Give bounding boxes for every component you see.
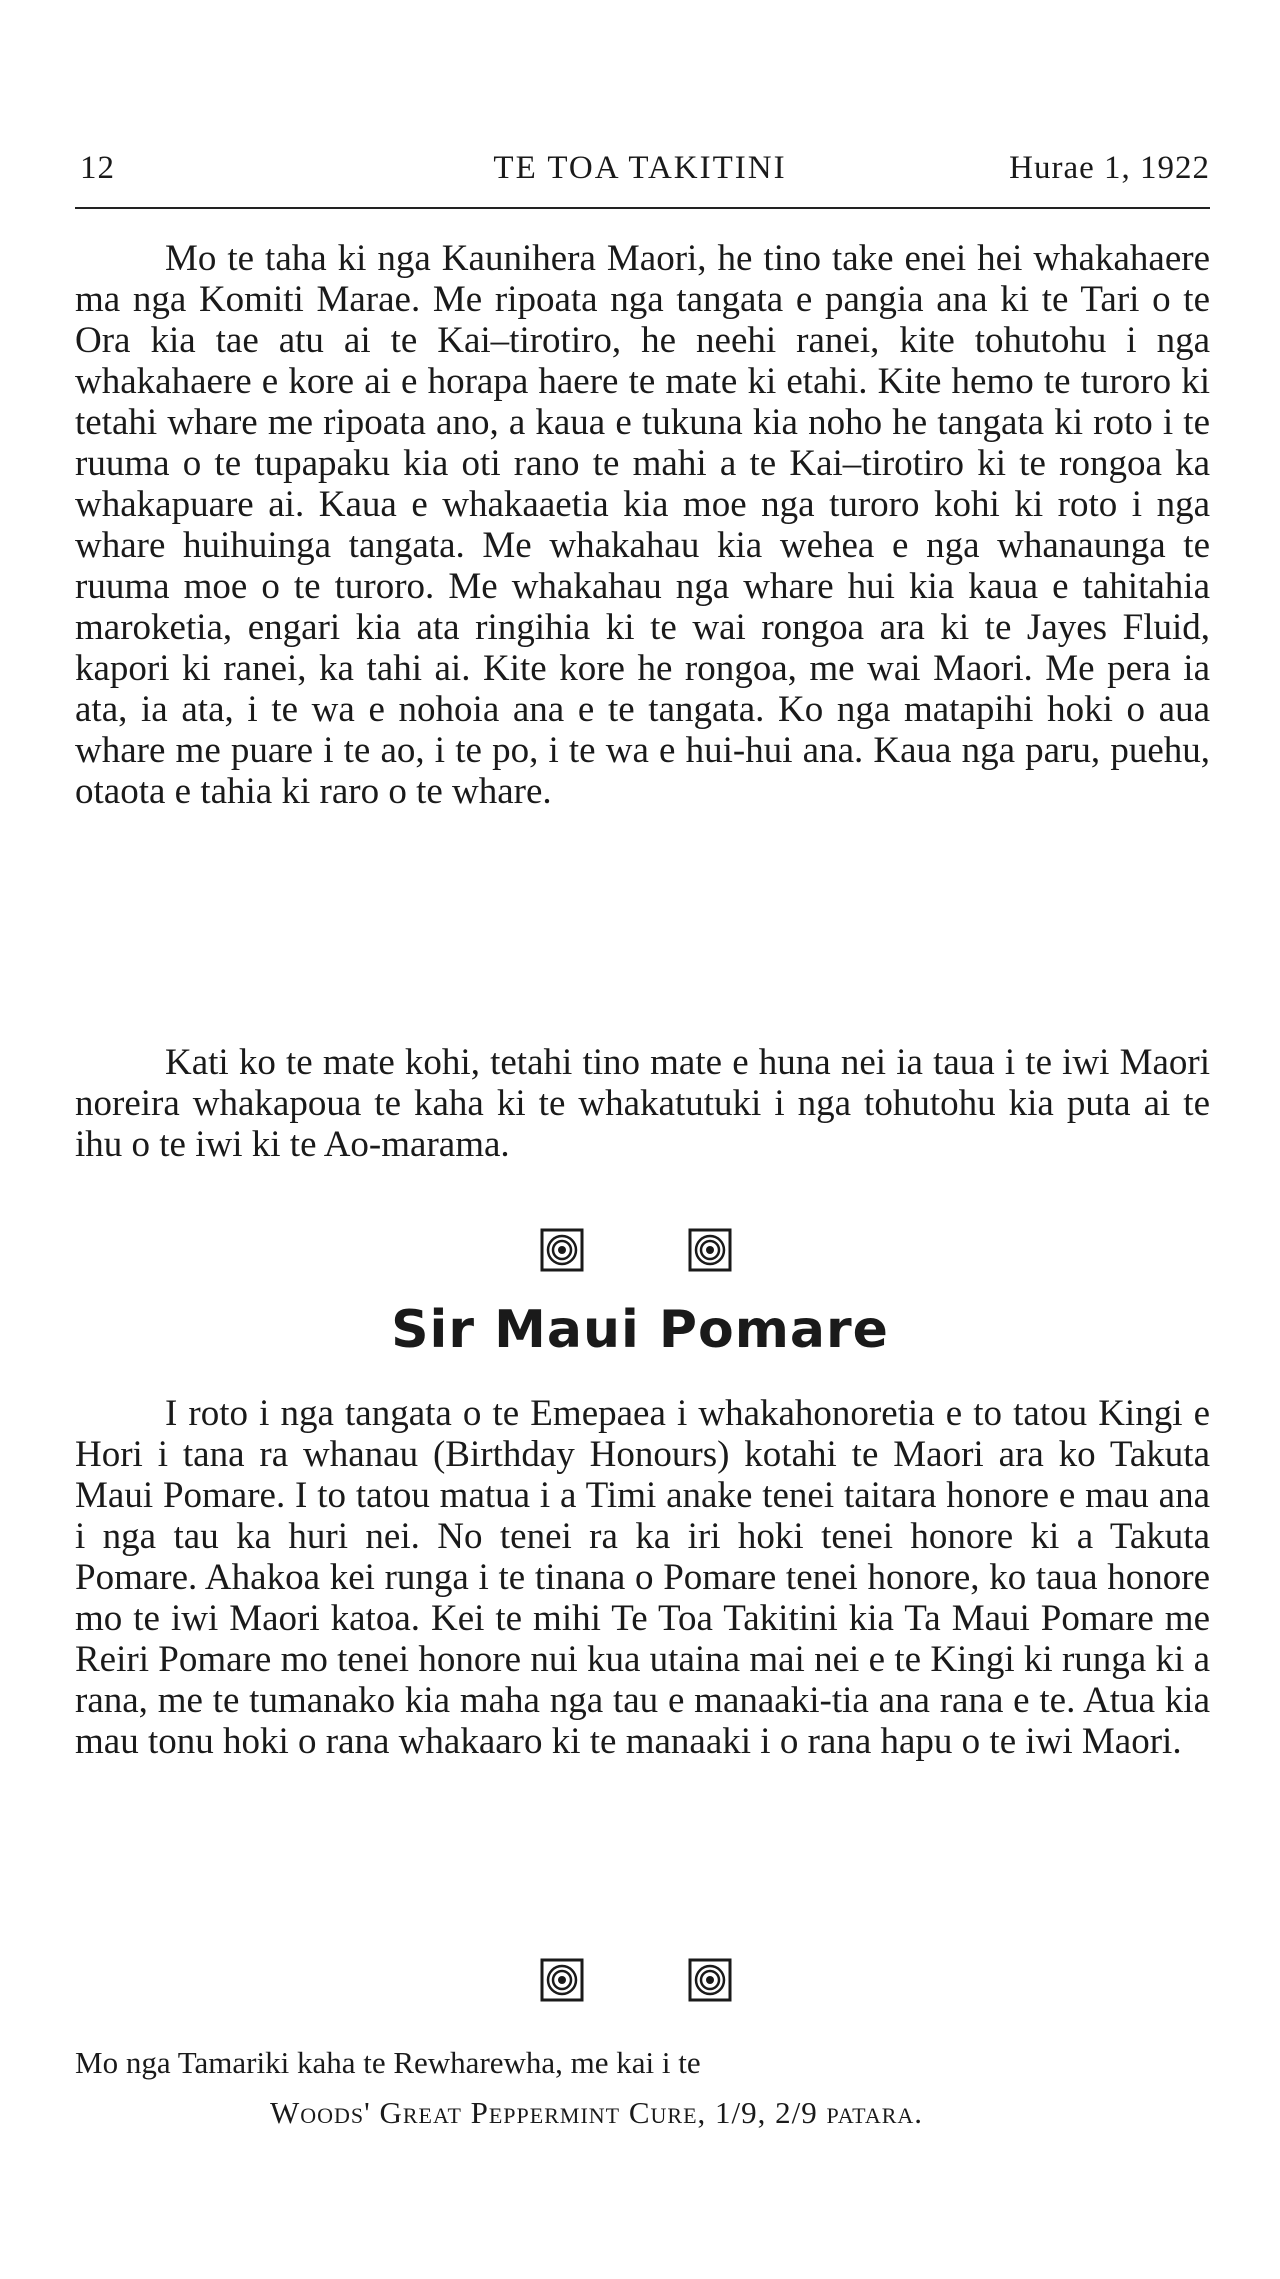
article-paragraph-1 — [75, 238, 1210, 812]
issue-date: Hurae 1, 1922 — [1009, 150, 1210, 186]
article-heading: Sir Maui Pomare — [391, 1300, 889, 1360]
article-paragraph-2 — [75, 1042, 1210, 1165]
spiral-ornament-icon — [540, 1228, 584, 1272]
page-number: 12 — [80, 150, 115, 186]
spiral-ornament-icon — [540, 1958, 584, 2002]
paragraph-text: Mo te taha ki nga Kaunihera Maori, he tino take enei hei whakahaere ma nga Komiti Marae. Me ripoata nga tangata e pangia ana ki te Tari o te Ora kia tae atu ai te Kai–tirotiro, he neehi ranei, kite tohutohu i nga whakahaere e kore ai e horapa haere te mate ki etahi. Kite hemo te turoro ki tetahi whare me ripoata ano, a kaua e tukuna kia noho he tangata ki roto i te ruuma o te tupapaku kia oti rano te mahi a te Kai–tirotiro ki te rongoa ka whakapuare ai. Kaua e whakaaetia kia moe nga turoro kohi ki roto i nga whare huihuinga tangata. Me whakahau kia wehea e nga whanaunga te ruuma moe o te turoro. Me whakahau nga whare hui kia kaua e tahitahia maroketia, engari kia ata ringihia ki te wai rongoa ara ki te Jayes Fluid, kapori ki ranei, ka tahi ai. Kite kore he rongoa, me wai Maori. Me pera ia ata, ia ata, i te wa e nohoia ana e te tangata. Ko nga matapihi hoki o aua whare me puare i te ao, i te po, i te wa e hui-hui ana. Kaua nga paru, puehu, otaota e tahia ki raro o te whare. — [75, 238, 1210, 812]
article-body — [75, 1393, 1210, 1762]
ornament-divider — [0, 1958, 1280, 2010]
spiral-ornament-icon — [688, 1958, 732, 2002]
paragraph-text: Kati ko te mate kohi, tetahi tino mate e huna nei ia taua i te iwi Maori noreira whakapoua te kaha ki te whakatutuki i nga tohutohu kia puta ai te ihu o te iwi ki te Ao-marama. — [75, 1042, 1210, 1165]
paragraph-text: I roto i nga tangata o te Emepaea i whakahonoretia e to tatou Kingi e Hori i tana ra whanau (Birthday Honours) kotahi te Maori ara ko Takuta Maui Pomare. I to tatou matua i a Timi anake tenei taitara honore e mau ana i nga tau ka huri nei. No tenei ra ka iri hoki tenei honore ki a Takuta Pomare. Ahakoa kei runga i te tinana o Pomare tenei honore, ko taua honore mo te iwi Maori katoa. Kei te mihi Te Toa Takitini kia Ta Maui Pomare me Reiri Pomare mo tenei honore nui kua utaina mai nei e te Kingi ki runga ki a rana, me te tumanako kia maha nga tau e manaaki-tia ana rana e te. Atua kia mau tonu hoki o rana whakaaro ki te manaaki i o rana hapu o te iwi Maori. — [75, 1393, 1210, 1762]
spiral-ornament-icon — [688, 1228, 732, 1272]
advert-line-1: Mo nga Tamariki kaha te Rewharewha, me kai i te — [75, 2045, 701, 2080]
advert-line-2: Woods' Great Peppermint Cure, 1/9, 2/9 patara. — [270, 2095, 924, 2130]
running-header — [70, 150, 1210, 200]
ornament-divider — [0, 1228, 1280, 1280]
publication-title: TE TOA TAKITINI — [493, 150, 787, 186]
header-rule — [75, 207, 1210, 209]
